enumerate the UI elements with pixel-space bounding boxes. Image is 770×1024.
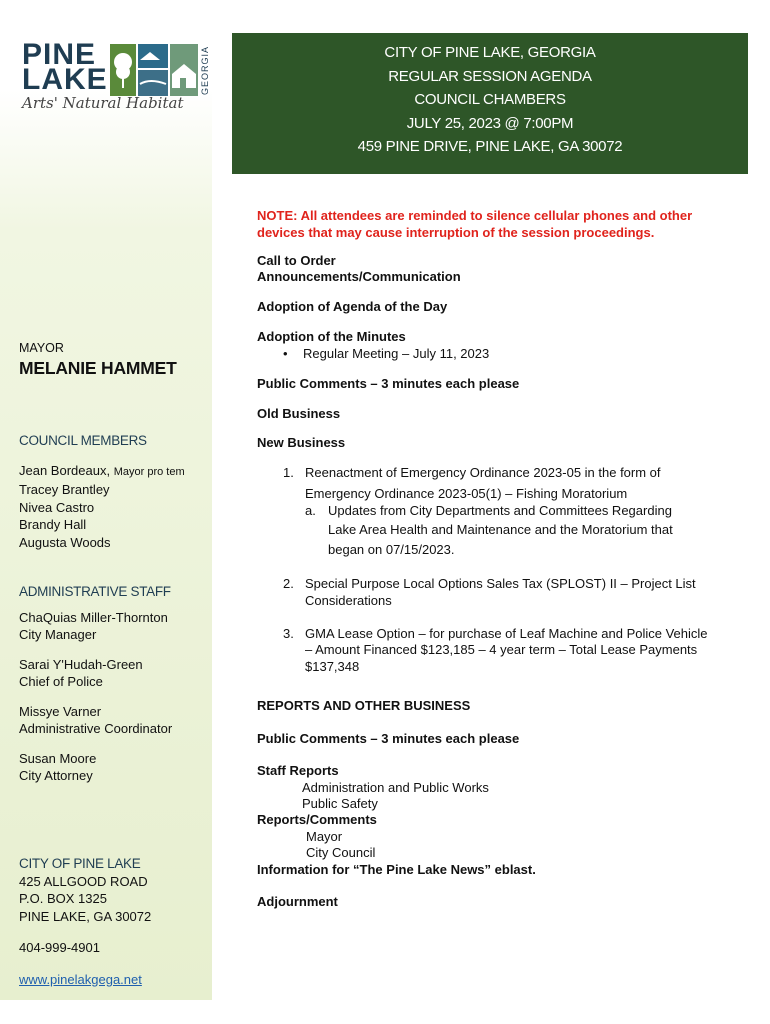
council-member: Brandy Hall — [19, 517, 87, 532]
council-member-role: Mayor pro tem — [113, 465, 185, 478]
item-number: 2. — [283, 576, 294, 591]
header-line: JULY 25, 2023 @ 7:00PM — [406, 114, 574, 132]
staff-title: Chief of Police — [19, 674, 103, 689]
city-heading: CITY OF PINE LAKE — [19, 856, 141, 871]
item-text: Considerations — [305, 593, 392, 608]
sub-item-letter: a. — [305, 503, 316, 518]
logo-word-lake: LAKE — [22, 63, 108, 96]
minutes-item: Regular Meeting – July 11, 2023 — [303, 346, 490, 361]
reports-comments-item: Mayor — [306, 829, 343, 844]
new-business: New Business — [257, 435, 346, 450]
council-heading: COUNCIL MEMBERS — [19, 433, 147, 448]
staff-member — [19, 609, 172, 644]
mayor-section — [19, 340, 177, 377]
item-text: Emergency Ordinance 2023-05(1) – Fishing Moratorium — [305, 486, 628, 501]
reports-other-business: REPORTS AND OTHER BUSINESS — [257, 698, 471, 713]
staff-title: Administrative Coordinator — [19, 721, 173, 736]
item-text: $137,348 — [305, 659, 360, 674]
website-link[interactable]: www.pinelakgega.net — [19, 971, 142, 987]
item-text: – Amount Financed $123,185 – 4 year term – Total Lease Payments — [305, 642, 698, 657]
logo-art-icon — [110, 44, 198, 96]
council-member-name: Jean Bordeaux, — [19, 462, 111, 478]
item-text: GMA Lease Option – for purchase of Leaf Machine and Police Vehicle — [305, 626, 708, 641]
staff-name: Susan Moore — [19, 750, 97, 766]
staff-title: City Attorney — [19, 768, 93, 783]
council-section — [19, 432, 185, 551]
header-line: REGULAR SESSION AGENDA — [388, 67, 592, 85]
staff-heading: ADMINISTRATIVE STAFF — [19, 584, 171, 599]
mayor-name: MELANIE HAMMET — [19, 357, 177, 378]
header-line: CITY OF PINE LAKE, GEORGIA — [384, 44, 596, 61]
sub-item-text: Updates from City Departments and Committees Regarding — [328, 503, 672, 518]
council-member: Nivea Castro — [19, 499, 95, 515]
staff-name: Sarai Y'Hudah-Green — [19, 656, 143, 672]
call-to-order: Call to Order — [257, 253, 336, 268]
public-comments: Public Comments – 3 minutes each please — [257, 731, 520, 746]
pine-lake-logo — [22, 38, 212, 112]
city-contact — [19, 855, 151, 988]
logo-tagline: Arts' Natural Habitat — [22, 94, 184, 112]
item-text: Special Purpose Local Options Sales Tax (SPLOST) II – Project List — [305, 576, 696, 591]
sub-item-text: Lake Area Health and Maintenance and the Moratorium that — [328, 522, 673, 537]
reports-comments-item: City Council — [306, 845, 376, 860]
old-business: Old Business — [257, 406, 341, 421]
item-number: 1. — [283, 465, 294, 480]
staff-reports: Staff Reports — [257, 763, 339, 778]
agenda-header — [232, 33, 748, 174]
council-member: Augusta Woods — [19, 534, 111, 550]
mayor-label: MAYOR — [19, 341, 64, 355]
staff-member — [19, 750, 172, 785]
notice-text: NOTE: All attendees are reminded to silence cellular phones and other devices that may cause interruption of the session proceedings. — [257, 208, 693, 240]
staff-report-item: Administration and Public Works — [302, 780, 489, 795]
address-line: P.O. BOX 1325 — [19, 891, 107, 906]
staff-report-item: Public Safety — [302, 796, 378, 811]
announcements: Announcements/Communication — [257, 269, 461, 284]
public-comments: Public Comments – 3 minutes each please — [257, 376, 520, 391]
staff-member — [19, 656, 172, 691]
council-member: Tracey Brantley — [19, 482, 110, 497]
address-line: 425 ALLGOOD ROAD — [19, 873, 148, 889]
staff-section — [19, 583, 172, 797]
logo-word-pine: PINE — [22, 38, 97, 71]
item-text: Reenactment of Emergency Ordinance 2023-05 in the form of — [305, 465, 661, 480]
logo-georgia: GEORGIA — [200, 45, 210, 95]
council-member — [19, 462, 185, 482]
staff-member — [19, 703, 172, 738]
adoption-agenda: Adoption of Agenda of the Day — [257, 299, 448, 314]
reports-comments: Reports/Comments — [257, 812, 377, 827]
minutes-bullet-icon: • — [283, 346, 288, 361]
address-line: PINE LAKE, GA 30072 — [19, 908, 152, 924]
sidebar — [0, 0, 212, 1000]
staff-name: ChaQuias Miller-Thornton — [19, 609, 168, 625]
information-eblast: Information for “The Pine Lake News” eblast. — [257, 862, 536, 877]
adoption-minutes: Adoption of the Minutes — [257, 329, 406, 344]
item-number: 3. — [283, 626, 294, 641]
sub-item-text: began on 07/15/2023. — [328, 542, 455, 557]
staff-name: Missye Varner — [19, 703, 102, 719]
header-line: COUNCIL CHAMBERS — [414, 91, 566, 108]
adjournment: Adjournment — [257, 894, 338, 909]
staff-title: City Manager — [19, 627, 97, 642]
phone-number: 404-999-4901 — [19, 940, 100, 955]
header-line: 459 PINE DRIVE, PINE LAKE, GA 30072 — [357, 138, 623, 155]
